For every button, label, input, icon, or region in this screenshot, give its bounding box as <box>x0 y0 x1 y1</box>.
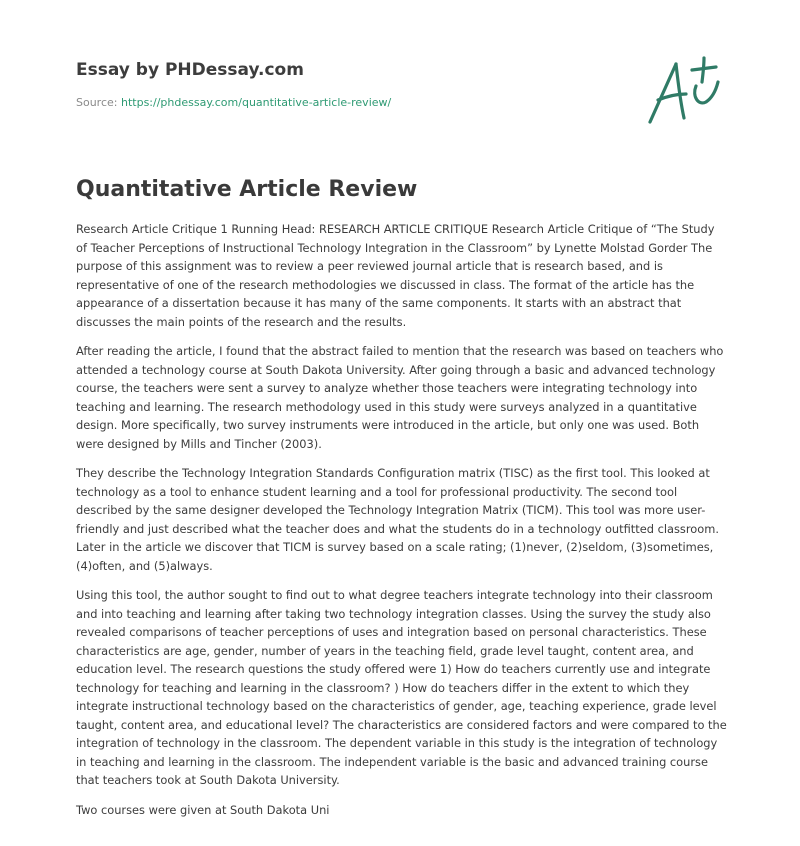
a-plus-grade-icon <box>640 52 730 132</box>
article-body <box>76 220 727 830</box>
paragraph: They describe the Technology Integration Standards Configuration matrix (TISC) as the first tool. This looked at technology as a tool to enhance student learning and a tool for professional productivity. The second tool described by the same designer developed the Technology Integration Matrix (TICM). This tool was more user-friendly and just described what the teacher does and what the students do in a technology outfitted classroom. Later in the article we discover that TICM is survey based on a scale rating; (1)never, (2)seldom, (3)sometimes, (4)often, and (5)always. <box>76 466 719 573</box>
site-title: Essay by PHDessay.com <box>76 60 304 80</box>
source-line <box>76 95 391 111</box>
paragraph: Research Article Critique 1 Running Head: RESEARCH ARTICLE CRITIQUE Research Article Critique of “The Study of Teacher Perceptions of Instructional Technology Integration in the Classroom” by Lynette Molstad Gorder The purpose of this assignment was to review a peer reviewed journal article that is research based, and is representative of one of the research methodologies we discussed in class. The format of the article has the appearance of a dissertation because it has many of the same components. It starts with an abstract that discusses the main points of the research and the results. <box>76 222 715 329</box>
page-header <box>76 58 391 111</box>
paragraph: Using this tool, the author sought to find out to what degree teachers integrate technology into their classroom and into teaching and learning after taking two technology integration classes. Using the survey the study also revealed comparisons of teacher perceptions of uses and integration based on personal characteristics. These characteristics are age, gender, number of years in the teaching field, grade level taught, content area, and education level. The research questions the study offered were 1) How do teachers currently use and integrate technology for teaching and learning in the classroom? ) How do teachers differ in the extent to which they integrate instructional technology based on the characteristics of gender, age, teaching experience, grade level taught, content area, and educational level? The characteristics are considered factors and were compared to the integration of technology in the classroom. The dependent variable in this study is the integration of technology in teaching and learning in the classroom. The independent variable is the basic and advanced training course that teachers took at South Dakota University. <box>76 588 727 787</box>
article-title: Quantitative Article Review <box>76 177 418 202</box>
paragraph: Two courses were given at South Dakota Uni <box>76 802 330 817</box>
source-label: Source: <box>76 96 121 109</box>
source-link[interactable]: https://phdessay.com/quantitative-article-review/ <box>120 96 392 109</box>
paragraph: After reading the article, I found that the abstract failed to mention that the research was based on teachers who attended a technology course at South Dakota University. After going through a basic and advanced technology course, the teachers were sent a survey to analyze whether those teachers were integrating technology into teaching and learning. The research methodology used in this study were surveys analyzed in a quantitative design. More specifically, two survey instruments were introduced in the article, but only one was used. Both were designed by Mills and Tincher (2003). <box>76 344 724 451</box>
